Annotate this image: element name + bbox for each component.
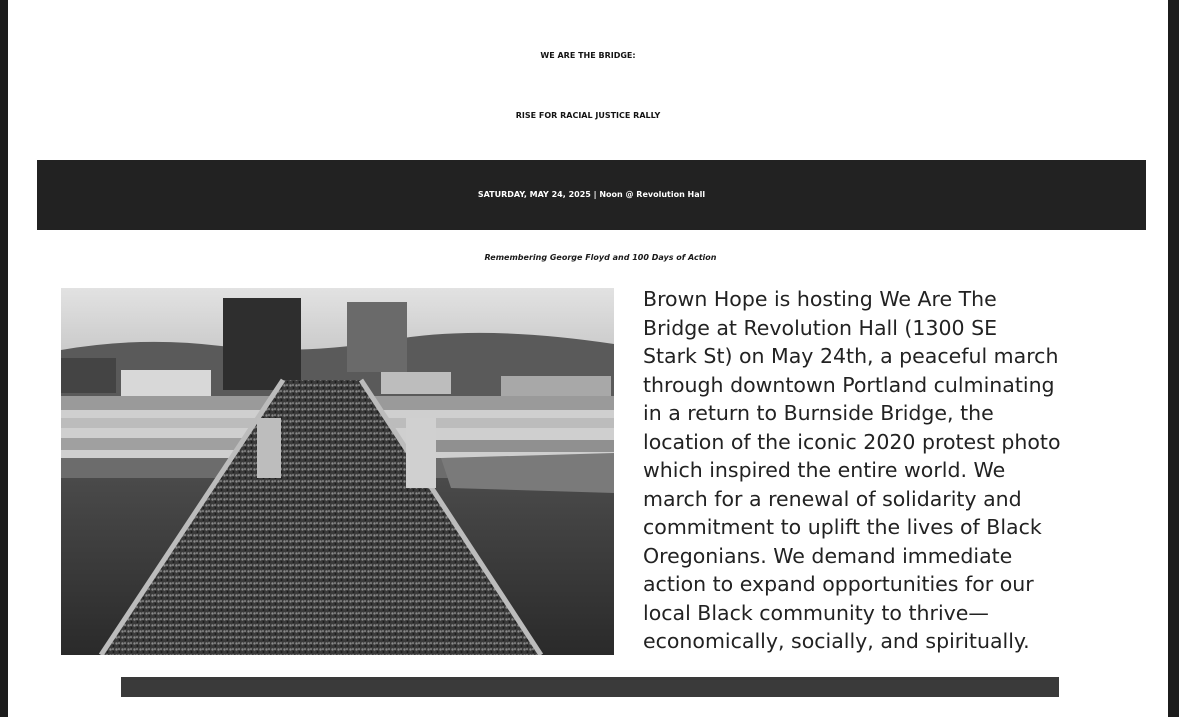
- flyer-page: [8, 0, 1168, 717]
- description-line: march for a renewal of solidarity and: [643, 486, 1022, 511]
- title-line-2: RISE FOR RACIAL JUSTICE RALLY: [515, 111, 661, 120]
- bridge-photo-illustration: [61, 288, 614, 655]
- date-banner: [37, 160, 1146, 230]
- description-line: economically, socially, and spiritually.: [643, 629, 1030, 653]
- description-line: local Black community to thrive—: [643, 600, 989, 625]
- description-line: Bridge at Revolution Hall (1300 SE: [643, 315, 998, 340]
- description-line: action to expand opportunities for our: [643, 572, 1034, 596]
- date-banner-text: SATURDAY, MAY 24, 2025 | Noon @ Revolution Hall: [477, 190, 706, 199]
- bottom-divider-bar: [121, 677, 1059, 697]
- description-line: through downtown Portland culminating: [643, 372, 1055, 397]
- title-line-1: WE ARE THE BRIDGE:: [540, 51, 636, 60]
- description-line: in a return to Burnside Bridge, the: [643, 401, 994, 425]
- description-line: Stark St) on May 24th, a peaceful march: [643, 344, 1059, 368]
- description-line: Oregonians. We demand immediate: [643, 543, 1013, 568]
- description-line: location of the iconic 2020 protest photo: [643, 429, 1061, 454]
- description-line: Brown Hope is hosting We Are The: [643, 287, 997, 311]
- description-line: commitment to uplift the lives of Black: [643, 515, 1042, 539]
- event-description: [643, 285, 1143, 656]
- bridge-march-photo: [61, 288, 614, 655]
- description-line: which inspired the entire world. We: [643, 458, 1006, 482]
- subtitle: Remembering George Floyd and 100 Days of Action: [484, 253, 717, 262]
